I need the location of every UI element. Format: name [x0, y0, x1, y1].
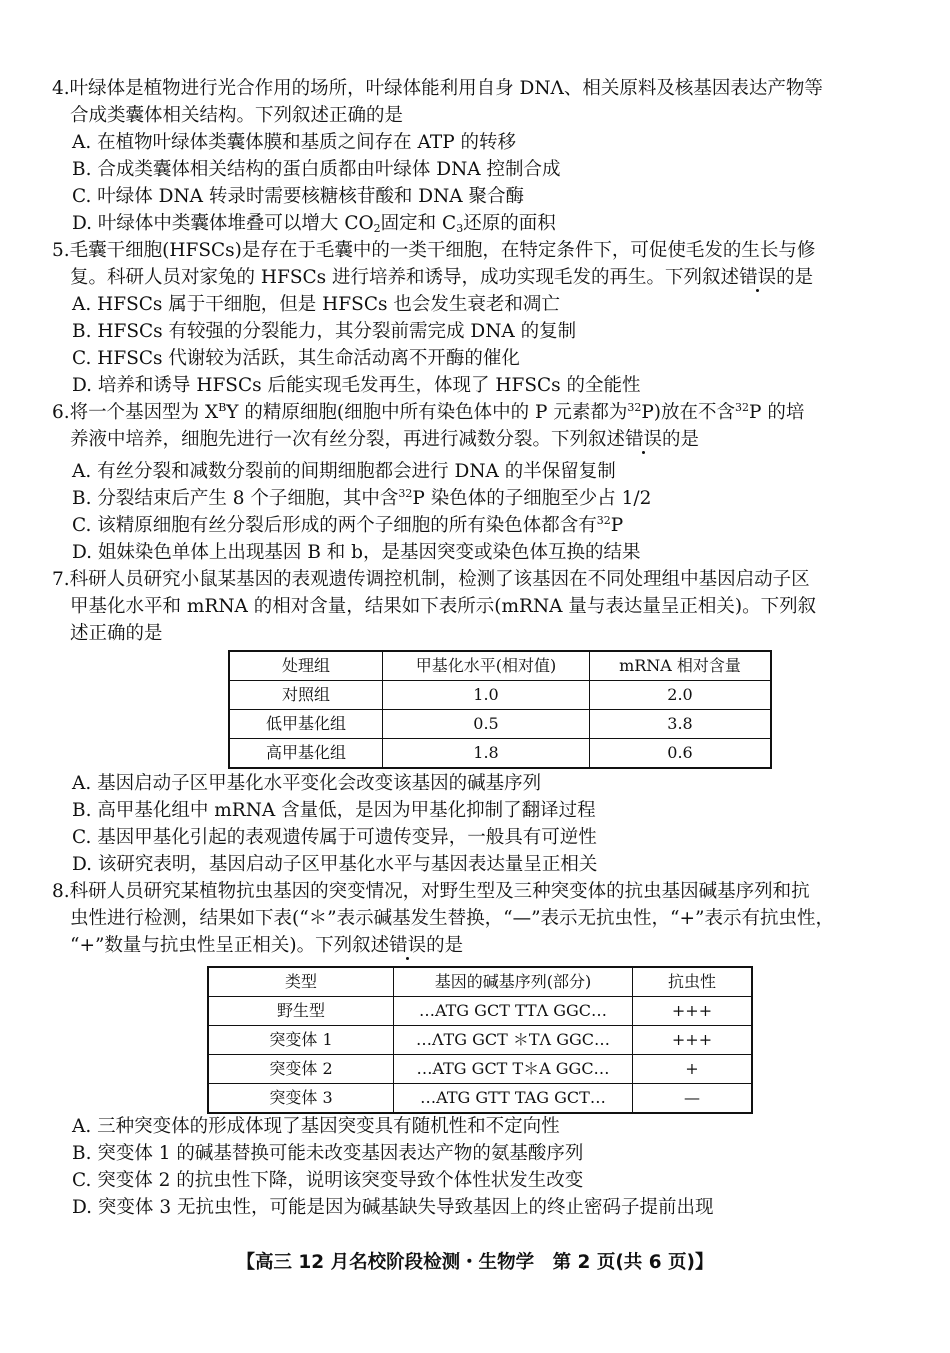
table-cell: …ATG GCT T＊A GGC…	[394, 1055, 633, 1084]
q6-option-d: D. 姐妹染色单体上出现基因 B 和 b，是基因突变或染色体互换的结果	[72, 542, 641, 563]
table-row	[229, 710, 771, 739]
q8-option-c: C. 突变体 2 的抗虫性下降，说明该突变导致个体性状发生改变	[72, 1170, 584, 1191]
table-row	[208, 1084, 752, 1114]
q7-option-d: D. 该研究表明，基因启动子区甲基化水平与基因表达量呈正相关	[72, 854, 598, 875]
q5-stem-line1: 5.毛囊干细胞(HFSCs)是存在于毛囊中的一类干细胞，在特定条件下，可促使毛发的生长与修	[52, 240, 816, 261]
q8-header-cell: 基因的碱基序列(部分)	[394, 967, 633, 997]
table-cell: 突变体 1	[208, 1026, 394, 1055]
q6-option-a: A. 有丝分裂和减数分裂前的间期细胞都会进行 DNA 的半保留复制	[72, 461, 616, 482]
q6-option-b: B. 分裂结束后产生 8 个子细胞，其中含$^{32}$P 染色体的子细胞至少占 1/2	[72, 487, 652, 509]
q8-emphasis-wrong: 错误	[389, 935, 427, 956]
table-row	[208, 1026, 752, 1055]
q5-option-d: D. 培养和诱导 HFSCs 后能实现毛发再生，体现了 HFSCs 的全能性	[72, 375, 641, 396]
table-cell: 1.0	[383, 681, 590, 710]
q5-option-b: B. HFSCs 有较强的分裂能力，其分裂前需完成 DNA 的复制	[72, 321, 577, 342]
page-footer: 【高三 12 月名校阶段检测・生物学 第 2 页(共 6 页)】	[236, 1252, 714, 1273]
table-cell: 3.8	[590, 710, 772, 739]
q5-option-c: C. HFSCs 代谢较为活跃，其生命活动离不开酶的催化	[72, 348, 520, 369]
table-cell: 2.0	[590, 681, 772, 710]
q4-option-b: B. 合成类囊体相关结构的蛋白质都由叶绿体 DNA 控制合成	[72, 159, 561, 180]
q5-emphasis-wrong: 错误	[739, 267, 777, 288]
q7-header-cell: mRNA 相对含量	[590, 651, 772, 681]
q4-option-c: C. 叶绿体 DNA 转录时需要核糖核苷酸和 DNA 聚合酶	[72, 186, 525, 207]
q6-emphasis-wrong: 错误	[625, 429, 663, 450]
q5-option-a: A. HFSCs 属于干细胞，但是 HFSCs 也会发生衰老和凋亡	[72, 294, 560, 315]
table-cell: …ATG GCT TTΛ GGC…	[394, 997, 633, 1026]
table-cell: 突变体 2	[208, 1055, 394, 1084]
q8-option-d: D. 突变体 3 无抗虫性，可能是因为碱基缺失导致基因上的终止密码子提前出现	[72, 1197, 714, 1218]
table-row	[229, 681, 771, 710]
table-cell: —	[633, 1084, 753, 1114]
q7-option-c: C. 基因甲基化引起的表观遗传属于可遗传变异，一般具有可逆性	[72, 827, 597, 848]
q4-option-a: A. 在植物叶绿体类囊体膜和基质之间存在 ATP 的转移	[72, 132, 517, 153]
q6-option-c: C. 该精原细胞有丝分裂后形成的两个子细胞的所有染色体都含有$^{32}$P	[72, 514, 624, 536]
q7-table	[228, 650, 772, 769]
q8-table	[207, 966, 753, 1114]
q8-header-cell: 抗虫性	[633, 967, 753, 997]
table-cell: 1.8	[383, 739, 590, 769]
table-row	[208, 997, 752, 1026]
table-cell: 突变体 3	[208, 1084, 394, 1114]
table-row	[229, 739, 771, 769]
q8-header-cell: 类型	[208, 967, 394, 997]
q6-stem-line1: 6.将一个基因型为 $X^BY$ 的精原细胞(细胞中所有染色体中的 P 元素都为$^{32}$P)放在不含$^{32}$P 的培	[52, 401, 805, 423]
q7-stem-line2: 甲基化水平和 mRNA 的相对含量，结果如下表所示(mRNA 量与表达量呈正相关)。下列叙	[70, 596, 817, 617]
table-cell: 对照组	[229, 681, 383, 710]
table-cell: …ΛTG GCT ＊TΛ GGC…	[394, 1026, 633, 1055]
table-cell: +++	[633, 997, 753, 1026]
table-cell: +++	[633, 1026, 753, 1055]
q8-stem-line2: 虫性进行检测，结果如下表(“＊”表示碱基发生替换，“—”表示无抗虫性，“+”表示有抗虫性，	[70, 908, 834, 929]
table-cell: …ATG GTT TAG GCT…	[394, 1084, 633, 1114]
q4-stem-line1: 4.叶绿体是植物进行光合作用的场所，叶绿体能利用自身 DNΛ、相关原料及核基因表达产物等	[52, 78, 823, 99]
table-cell: 高甲基化组	[229, 739, 383, 769]
q7-header-cell: 处理组	[229, 651, 383, 681]
q8-stem-line3: “+”数量与抗虫性呈正相关)。下列叙述错误的是	[70, 935, 464, 956]
table-cell: 野生型	[208, 997, 394, 1026]
q8-table-header	[208, 967, 752, 997]
q7-table-header	[229, 651, 771, 681]
q7-option-b: B. 高甲基化组中 mRNA 含量低，是因为甲基化抑制了翻译过程	[72, 800, 596, 821]
table-cell: +	[633, 1055, 753, 1084]
table-row	[208, 1055, 752, 1084]
q5-stem-line2: 复。科研人员对家兔的 HFSCs 进行培养和诱导，成功实现毛发的再生。下列叙述错误的是	[70, 267, 814, 288]
table-cell: 0.5	[383, 710, 590, 739]
q8-option-b: B. 突变体 1 的碱基替换可能未改变基因表达产物的氨基酸序列	[72, 1143, 584, 1164]
q4-stem-line2: 合成类囊体相关结构。下列叙述正确的是	[70, 105, 404, 126]
q7-header-cell: 甲基化水平(相对值)	[383, 651, 590, 681]
q8-stem-line1: 8.科研人员研究某植物抗虫基因的突变情况，对野生型及三种突变体的抗虫基因碱基序列和抗	[52, 881, 810, 902]
table-cell: 0.6	[590, 739, 772, 769]
q8-option-a: A. 三种突变体的形成体现了基因突变具有随机性和不定向性	[72, 1116, 560, 1137]
q7-stem-line1: 7.科研人员研究小鼠某基因的表观遗传调控机制，检测了该基因在不同处理组中基因启动子区	[52, 569, 810, 590]
q7-option-a: A. 基因启动子区甲基化水平变化会改变该基因的碱基序列	[72, 773, 542, 794]
q6-stem-line2: 养液中培养，细胞先进行一次有丝分裂，再进行减数分裂。下列叙述错误的是	[70, 429, 700, 450]
table-cell: 低甲基化组	[229, 710, 383, 739]
q4-option-d: D. 叶绿体中类囊体堆叠可以增大 $CO_2$固定和 $C_3$还原的面积	[72, 213, 556, 235]
q7-stem-line3: 述正确的是	[70, 623, 163, 644]
